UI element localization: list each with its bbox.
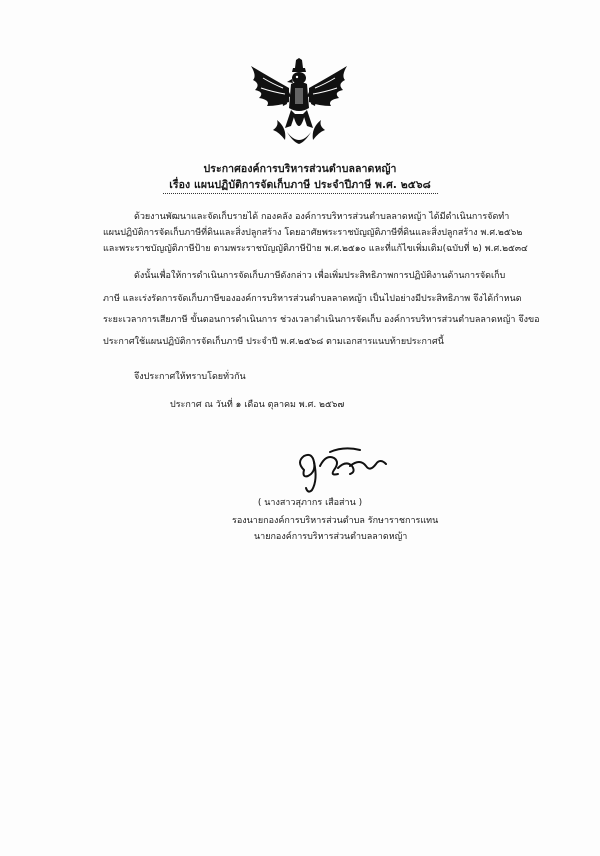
paragraph2-line: ระยะเวลาการเสียภาษี ขั้นตอนการดำเนินการ ช่วงเวลาดำเนินการจัดเก็บ องค์การบริหารส่วนตำบลลาดหญ้า จึงขอ: [103, 315, 540, 325]
signer-position-line2: นายกองค์การบริหารส่วนตำบลลาดหญ้า: [254, 532, 408, 542]
signer-position-line1: รองนายกองค์การบริหารส่วนตำบล รักษาราชการแทน: [232, 516, 439, 526]
paragraph2-line: ภาษี และเร่งรัดการจัดเก็บภาษีขององค์การบริหารส่วนตำบลลาดหญ้า เป็นไปอย่างมีประสิทธิภาพ จึงได้กำหนด: [103, 294, 522, 304]
paragraph1-line: ด้วยงานพัฒนาและจัดเก็บรายได้ กองคลัง องค์การบริหารส่วนตำบลลาดหญ้า ได้มีดำเนินการจัดทำ: [134, 212, 510, 222]
document-title-line1: ประกาศองค์การบริหารส่วนตำบลลาดหญ้า: [203, 163, 397, 175]
paragraph1-line: แผนปฏิบัติการจัดเก็บภาษีที่ดินและสิ่งปลูกสร้าง โดยอาศัยพระราชบัญญัติภาษีที่ดินและสิ่งปลูกสร้าง พ.ศ.๒๕๖๒: [103, 228, 523, 238]
paragraph2-line: ประกาศใช้แผนปฏิบัติการจัดเก็บภาษี ประจำปี พ.ศ.๒๕๖๘ ตามเอกสารแนบท้ายประกาศนี้: [103, 337, 444, 347]
title-divider: [163, 193, 438, 194]
garuda-emblem-icon: [243, 58, 355, 148]
document-title-line2: เรื่อง แผนปฏิบัติการจัดเก็บภาษี ประจำปีภาษี พ.ศ. ๒๕๖๘: [169, 179, 431, 191]
paragraph2-line: ดังนั้นเพื่อให้การดำเนินการจัดเก็บภาษีดังกล่าว เพื่อเพิ่มประสิทธิภาพการปฏิบัติงานด้านการจัดเก็บ: [134, 271, 506, 281]
paragraph1-line: และพระราชบัญญัติภาษีป้าย ตามพระราชบัญญัติภาษีป้าย พ.ศ.๒๕๑๐ และที่แก้ไขเพิ่มเติม(ฉบับที่ ๒) พ.ศ.๒๕๓๔: [103, 244, 528, 254]
announcement-date: ประกาศ ณ วันที่ ๑ เดือน ตุลาคม พ.ศ. ๒๕๖๗: [170, 400, 345, 410]
closing-statement: จึงประกาศให้ทราบโดยทั่วกัน: [134, 372, 246, 382]
signer-name: ( นางสาวสุภากร เสือส่าน ): [257, 498, 363, 508]
handwritten-signature-icon: [290, 440, 395, 495]
